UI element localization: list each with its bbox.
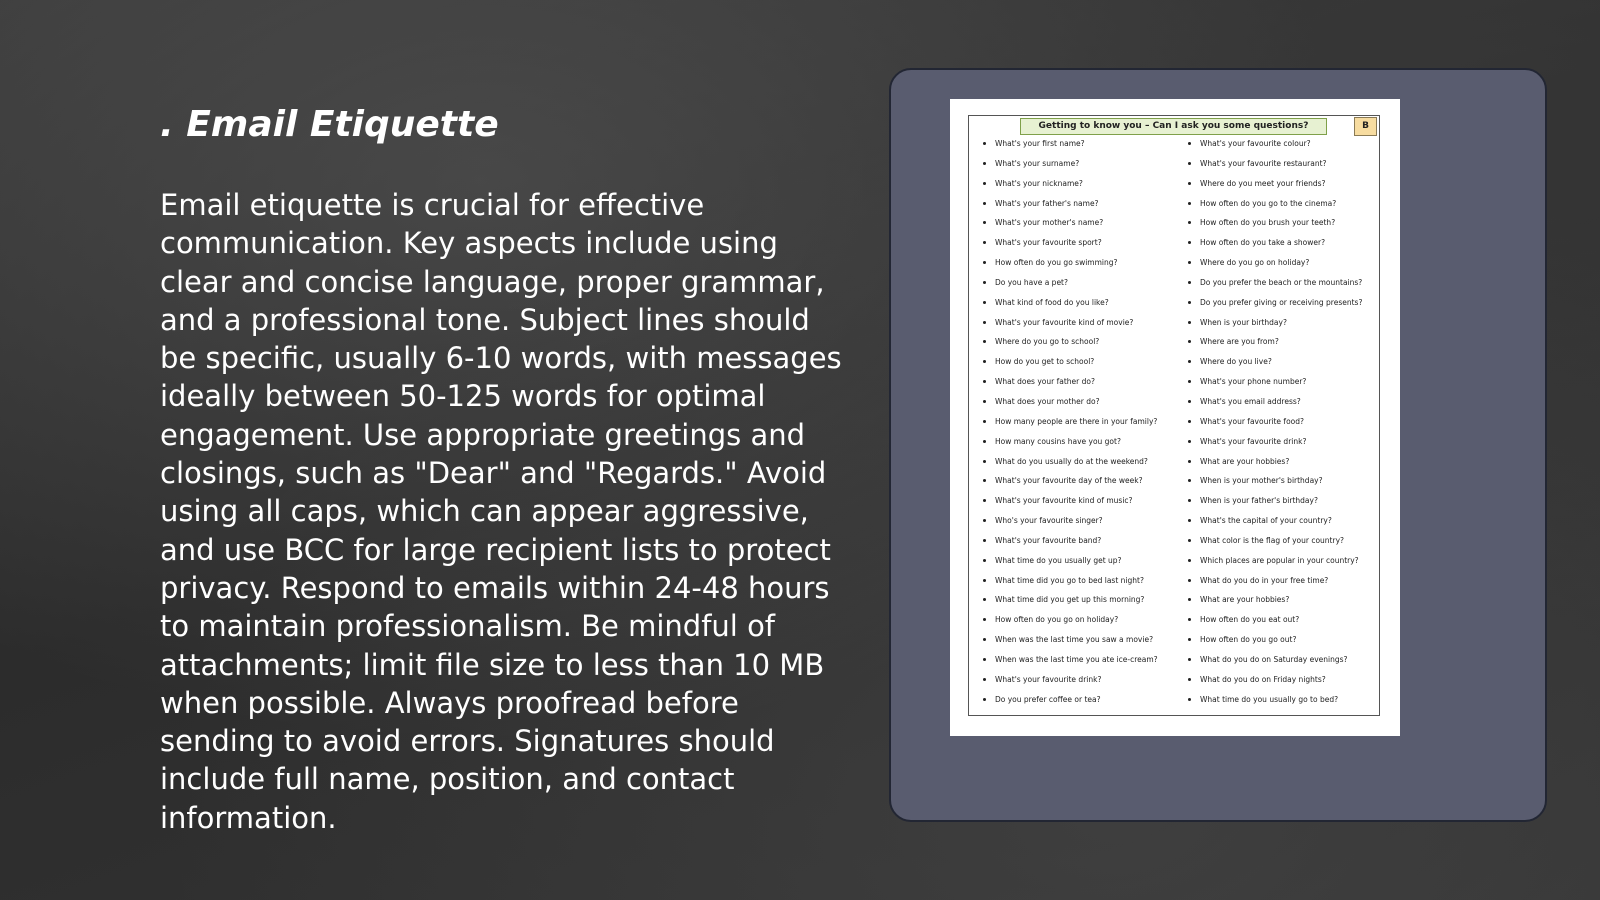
question-item: What's your phone number? [1186,376,1376,396]
question-item: What's your favourite sport? [981,237,1176,257]
question-item: What's your mother's name? [981,217,1176,237]
question-item: What's your favourite drink? [981,674,1176,694]
question-item: How often do you go on holiday? [981,614,1176,634]
question-item: What do you do on Friday nights? [1186,674,1376,694]
question-item: What's your favourite kind of music? [981,495,1176,515]
question-item: Where do you meet your friends? [1186,178,1376,198]
question-item: When is your birthday? [1186,317,1376,337]
question-item: What's your nickname? [981,178,1176,198]
worksheet-border [968,115,1380,716]
question-item: What's your father's name? [981,198,1176,218]
question-item: How many people are there in your family? [981,416,1176,436]
question-item: How often do you brush your teeth? [1186,217,1376,237]
question-item: What does your father do? [981,376,1176,396]
question-item: What does your mother do? [981,396,1176,416]
question-item: What are your hobbies? [1186,456,1376,476]
question-item: Where do you go to school? [981,336,1176,356]
question-item: How often do you go swimming? [981,257,1176,277]
question-item: What time did you go to bed last night? [981,575,1176,595]
worksheet-badge: B [1354,117,1377,136]
question-list-right [1186,138,1376,713]
question-item: Where do you live? [1186,356,1376,376]
worksheet-image [950,99,1400,736]
question-item: How often do you go to the cinema? [1186,198,1376,218]
question-item: What time do you usually get up? [981,555,1176,575]
question-item: What do you usually do at the weekend? [981,456,1176,476]
question-item: How often do you take a shower? [1186,237,1376,257]
question-item: When is your mother's birthday? [1186,475,1376,495]
question-item: What's you email address? [1186,396,1376,416]
question-item: Where do you go on holiday? [1186,257,1376,277]
question-item: What do you do on Saturday evenings? [1186,654,1376,674]
question-item: What's your favourite restaurant? [1186,158,1376,178]
question-item: What do you do in your free time? [1186,575,1376,595]
question-item: Which places are popular in your country? [1186,555,1376,575]
slide-body-text: Email etiquette is crucial for effective communication. Key aspects include using clear and concise language, proper grammar, and a professional tone. Subject lines should be specific, usually 6-10 words, with messages ideally between 50-125 words for optimal engagement. Use appropriate greetings and closings, such as "Dear" and "Regards." Avoid using all caps, which can appear aggressive, and use BCC for large recipient lists to protect privacy. Respond to emails within 24-48 hours to maintain professionalism. Be mindful of attachments; limit file size to less than 10 MB when possible. Always proofread before sending to avoid errors. Signatures should include full name, position, and contact information. [160,188,842,835]
question-item: When is your father's birthday? [1186,495,1376,515]
question-item: What's your favourite band? [981,535,1176,555]
question-item: What's your favourite drink? [1186,436,1376,456]
question-item: What's your first name? [981,138,1176,158]
question-item: Do you prefer the beach or the mountains? [1186,277,1376,297]
question-item: What are your hobbies? [1186,594,1376,614]
slide-title: . Email Etiquette [160,104,499,145]
question-item: Do you prefer giving or receiving presents? [1186,297,1376,317]
worksheet-title: Getting to know you – Can I ask you some questions? [1020,118,1327,135]
question-item: Do you prefer coffee or tea? [981,694,1176,714]
question-item: How do you get to school? [981,356,1176,376]
question-item: What's your favourite colour? [1186,138,1376,158]
question-item: When was the last time you saw a movie? [981,634,1176,654]
question-item: What time did you get up this morning? [981,594,1176,614]
question-item: Do you have a pet? [981,277,1176,297]
question-item: What color is the flag of your country? [1186,535,1376,555]
question-item: What's your favourite food? [1186,416,1376,436]
question-item: How often do you eat out? [1186,614,1376,634]
question-item: What's your surname? [981,158,1176,178]
question-list-left [981,138,1176,713]
question-item: Where are you from? [1186,336,1376,356]
question-item: What time do you usually go to bed? [1186,694,1376,714]
question-item: What's your favourite day of the week? [981,475,1176,495]
question-item: What kind of food do you like? [981,297,1176,317]
question-item: How often do you go out? [1186,634,1376,654]
question-item: What's the capital of your country? [1186,515,1376,535]
question-item: How many cousins have you got? [981,436,1176,456]
question-item: Who's your favourite singer? [981,515,1176,535]
question-item: When was the last time you ate ice-cream? [981,654,1176,674]
question-item: What's your favourite kind of movie? [981,317,1176,337]
